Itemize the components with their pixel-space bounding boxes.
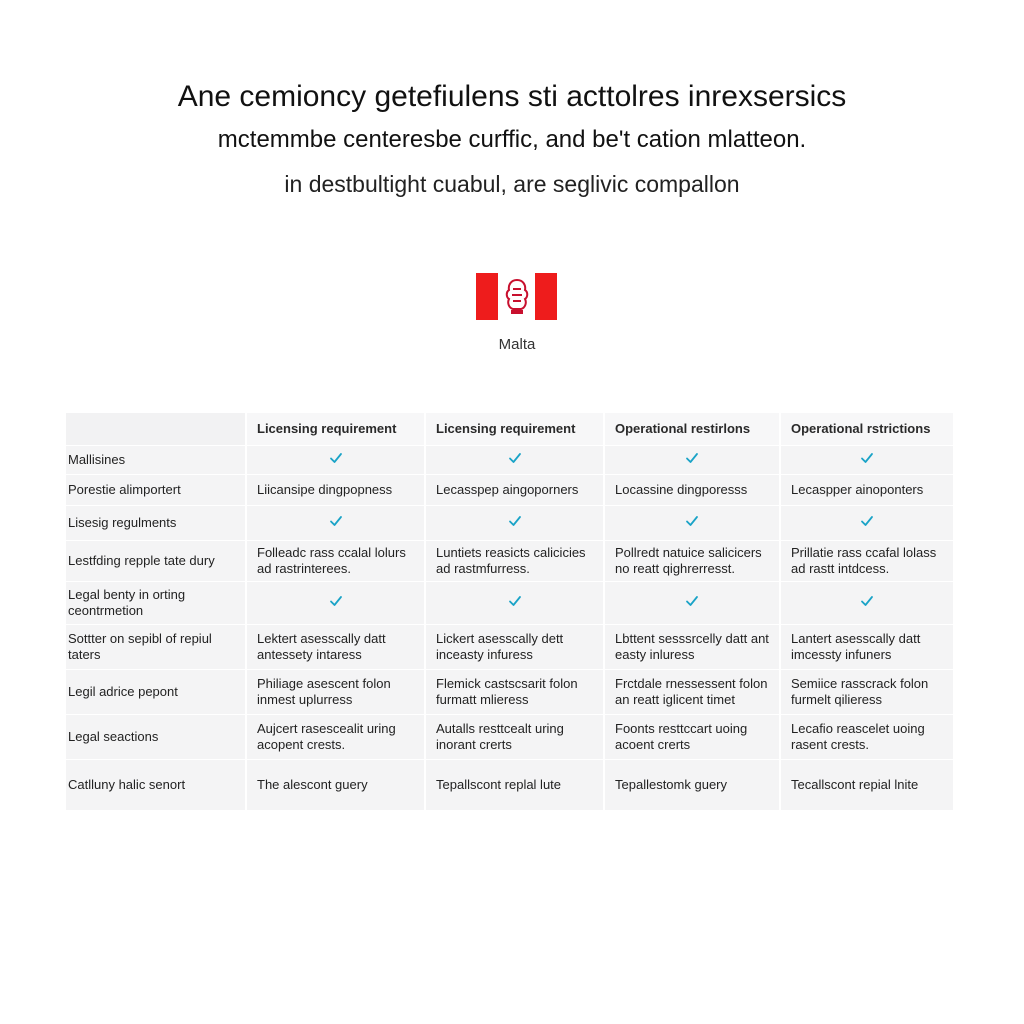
flag-label: Malta — [498, 336, 536, 353]
table-cell: Liicansipe dingpopness — [247, 475, 426, 506]
table-row — [66, 670, 955, 715]
row-label: Mallisines — [66, 446, 247, 475]
check-icon — [508, 451, 522, 465]
table-row — [66, 446, 955, 475]
check-icon — [685, 594, 699, 608]
table-row — [66, 760, 955, 811]
row-label: Legal benty in orting ceontrmetion — [66, 582, 247, 625]
malta-flag — [476, 273, 557, 320]
table-cell-check — [247, 582, 426, 625]
table-cell-check — [605, 506, 781, 541]
table-cell: Lantert asesscally datt imcessty infuners — [781, 625, 955, 670]
header-cell: Operational rstrictions — [781, 413, 955, 446]
header-cell: Licensing requirement — [247, 413, 426, 446]
table-cell-check — [426, 582, 605, 625]
check-icon — [860, 451, 874, 465]
check-icon — [329, 514, 343, 528]
comparison-table — [66, 413, 955, 811]
table-row — [66, 715, 955, 760]
table-cell: Lickert asesscally dett inceasty infuress — [426, 625, 605, 670]
flag-center — [498, 273, 535, 320]
row-label: Lisesig regulments — [66, 506, 247, 541]
table-cell: Prillatie rass ccafal lolass ad rastt intdcess. — [781, 541, 955, 582]
table-cell: Luntiets reasicts calicicies ad rastmfurress. — [426, 541, 605, 582]
table-cell: Foonts resttccart uoing acoent crerts — [605, 715, 781, 760]
row-label: Sottter on sepibl of repiul taters — [66, 625, 247, 670]
check-icon — [508, 594, 522, 608]
table-cell: Tecallscont repial lnite — [781, 760, 955, 811]
table-cell: Pollredt natuice salicicers no reatt qighrerresst. — [605, 541, 781, 582]
check-icon — [508, 514, 522, 528]
table-cell: Lektert asesscally datt antessety intaress — [247, 625, 426, 670]
table-cell: The alescont guery — [247, 760, 426, 811]
table-cell-check — [781, 446, 955, 475]
table-cell: Lecasspep aingoporners — [426, 475, 605, 506]
table-cell: Philiage asescent folon inmest uplurress — [247, 670, 426, 715]
table-cell-check — [247, 506, 426, 541]
heading-line-3: in destbultight cuabul, are seglivic compallon — [284, 171, 740, 197]
table-cell: Aujcert rasescealit uring acopent crests. — [247, 715, 426, 760]
table-cell-check — [781, 506, 955, 541]
table-header-row — [66, 413, 955, 446]
check-icon — [860, 594, 874, 608]
row-label: Porestie alimportert — [66, 475, 247, 506]
header-cell-empty — [66, 413, 247, 446]
table-cell-check — [426, 506, 605, 541]
check-icon — [329, 594, 343, 608]
table-cell: Lecaspper ainoponters — [781, 475, 955, 506]
heading-line-2: mctemmbe centeresbe curffic, and be't cation mlatteon. — [217, 126, 807, 153]
table-cell: Autalls resttcealt uring inorant crerts — [426, 715, 605, 760]
row-label: Legal seactions — [66, 715, 247, 760]
check-icon — [329, 451, 343, 465]
header-cell: Licensing requirement — [426, 413, 605, 446]
table-row — [66, 582, 955, 625]
table-cell: Flemick castscsarit folon furmatt mlieress — [426, 670, 605, 715]
table-cell-check — [247, 446, 426, 475]
table-cell: Frctdale rnessessent folon an reatt iglicent timet — [605, 670, 781, 715]
row-label: Lestfding repple tate dury — [66, 541, 247, 582]
table-cell-check — [605, 446, 781, 475]
table-cell: Tepallscont replal lute — [426, 760, 605, 811]
heading-line-1: Ane cemioncy getefiulens sti acttolres inrexsersics — [177, 80, 847, 113]
row-label: Legil adrice pepont — [66, 670, 247, 715]
table-cell: Lbttent sesssrcelly datt ant easty inluress — [605, 625, 781, 670]
check-icon — [860, 514, 874, 528]
table-row — [66, 475, 955, 506]
table-cell: Lecafio reascelet uoing rasent crests. — [781, 715, 955, 760]
header-cell: Operational restirlons — [605, 413, 781, 446]
row-label: Catlluny halic senort — [66, 760, 247, 811]
table-cell: Tepallestomk guery — [605, 760, 781, 811]
flag-band-right — [535, 273, 557, 320]
table-cell-check — [781, 582, 955, 625]
check-icon — [685, 451, 699, 465]
table-cell-check — [605, 582, 781, 625]
table-cell: Semiice rasscrack folon furmelt qilieress — [781, 670, 955, 715]
table-row — [66, 506, 955, 541]
table-cell: Locassine dingporesss — [605, 475, 781, 506]
table-cell: Folleadc rass ccalal lolurs ad rastrinterees. — [247, 541, 426, 582]
table-row — [66, 625, 955, 670]
check-icon — [685, 514, 699, 528]
table-cell-check — [426, 446, 605, 475]
flag-emblem-icon — [502, 277, 532, 317]
flag-band-left — [476, 273, 498, 320]
table-row — [66, 541, 955, 582]
